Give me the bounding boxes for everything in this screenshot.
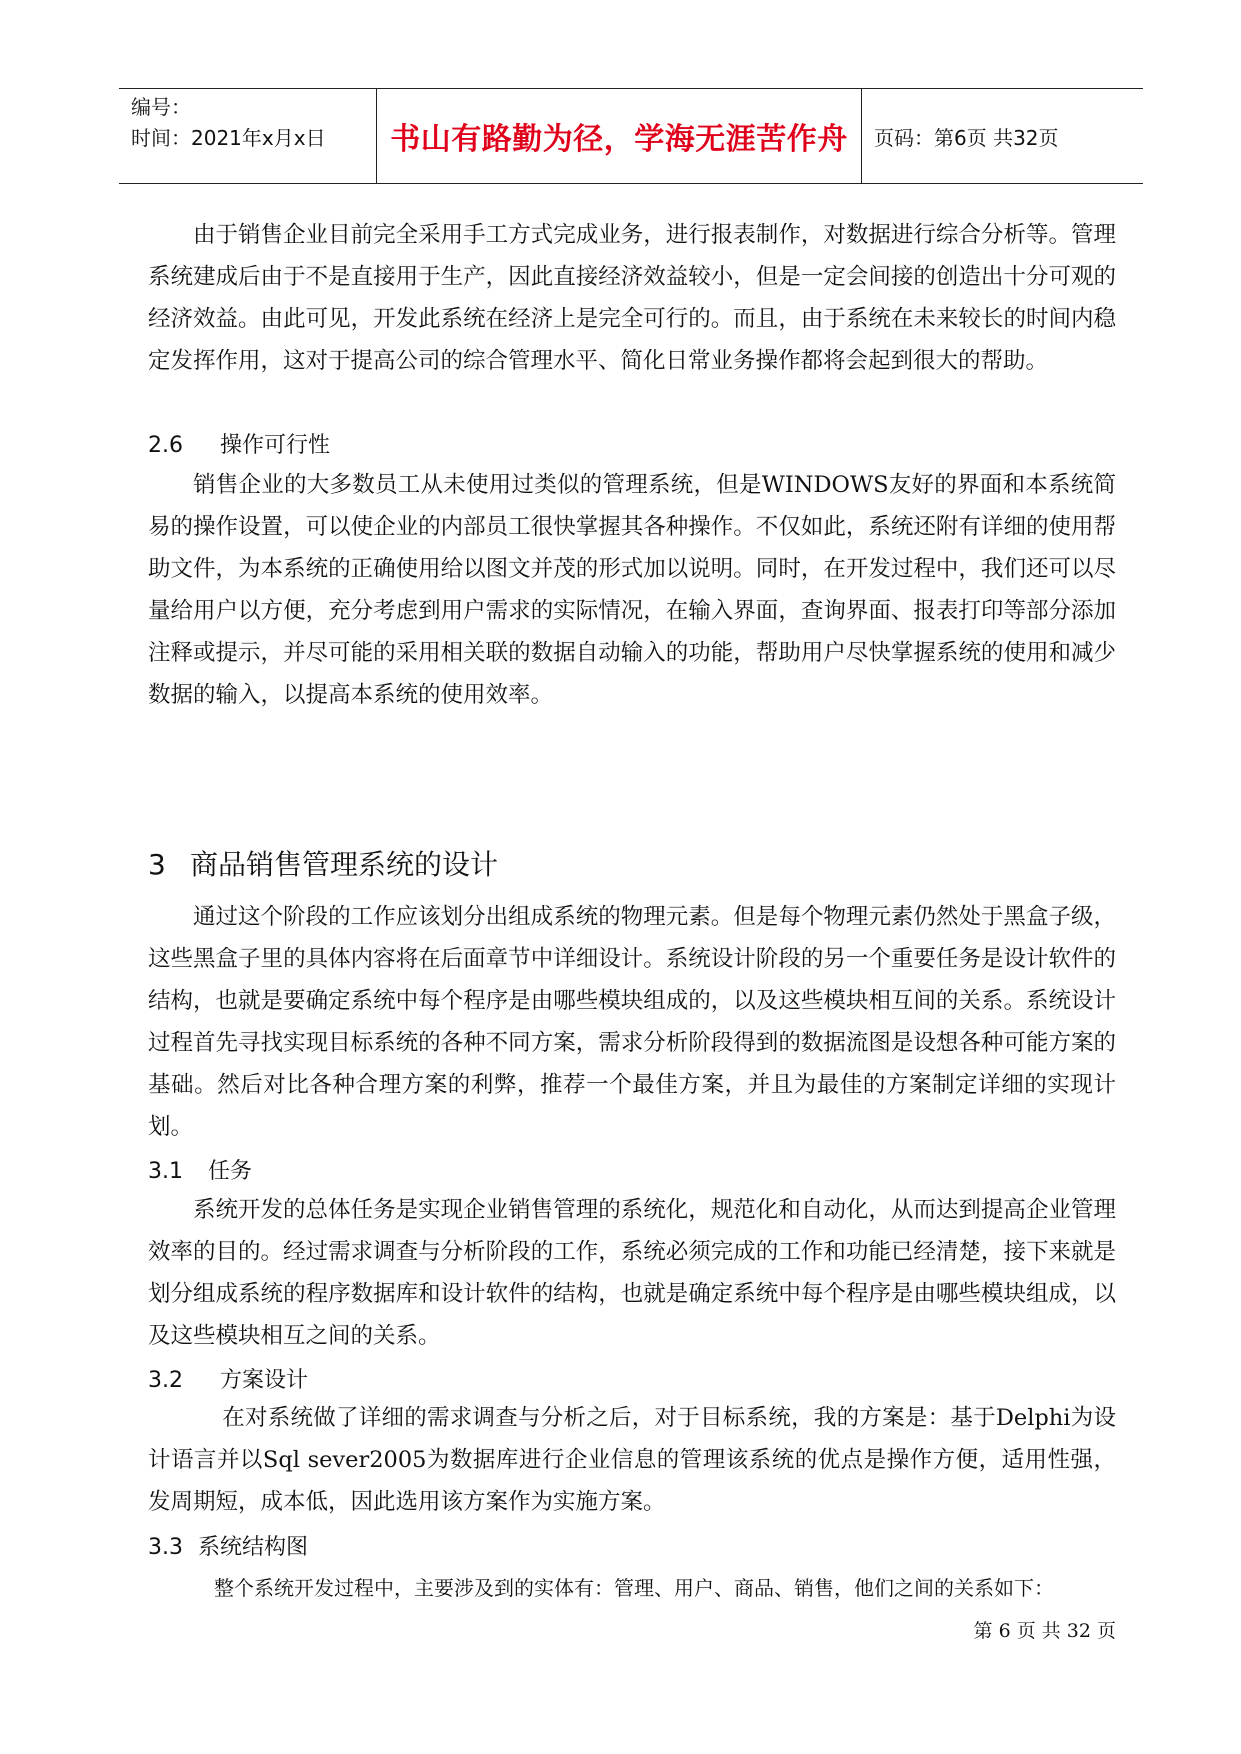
header-time: 时间：2021年x月x日	[131, 126, 326, 150]
header-number: 编号：	[131, 95, 191, 119]
chapter-heading-3	[148, 843, 498, 883]
chapter-title: 商品销售管理系统的设计	[190, 848, 499, 881]
paragraph: 系统开发的总体任务是实现企业销售管理的系统化，规范化和自动化，从而达到提高企业管理效率的目的。经过需求调查与分析阶段的工作，系统必须完成的工作和功能已经清楚，接下来就是划分组成系统的程序数据库和设计软件的结构，也就是确定系统中每个程序是由哪些模块组成，以及这些模块相互之间的关系。	[148, 1197, 1116, 1349]
paragraph: 在对系统做了详细的需求调查与分析之后，对于目标系统，我的方案是：基于Delphi为设计语言并以Sql sever2005为数据库进行企业信息的管理该系统的优点是操作方便，适用性强，发周期短，成本低，因此选用该方案作为实施方案。	[148, 1405, 1116, 1515]
section-number: 2.6	[148, 433, 183, 458]
section-title: 系统结构图	[198, 1535, 309, 1560]
section-number: 3.1	[148, 1159, 183, 1184]
paragraph: 由于销售企业目前完全采用手工方式完成业务，进行报表制作，对数据进行综合分析等。管理系统建成后由于不是直接用于生产，因此直接经济效益较小，但是一定会间接的创造出十分可观的经济效益。由此可见，开发此系统在经济上是完全可行的。而且，由于系统在未来较长的时间内稳定发挥作用，这对于提高公司的综合管理水平、简化日常业务操作都将会起到很大的帮助。	[148, 222, 1116, 374]
section-title: 任务	[208, 1159, 253, 1184]
header-motto: 书山有路勤为径，学海无涯苦作舟	[377, 89, 862, 183]
section-heading-3-2	[148, 1363, 308, 1394]
paragraph: 通过这个阶段的工作应该划分出组成系统的物理元素。但是每个物理元素仍然处于黑盒子级，这些黑盒子里的具体内容将在后面章节中详细设计。系统设计阶段的另一个重要任务是设计软件的结构，也就是要确定系统中每个程序是由哪些模块组成的，以及这些模块相互间的关系。系统设计过程首先寻找实现目标系统的各种不同方案，需求分析阶段得到的数据流图是设想各种可能方案的基础。然后对比各种合理方案的利弊，推荐一个最佳方案，并且为最佳的方案制定详细的实现计划。	[148, 904, 1116, 1140]
section-title: 操作可行性	[220, 433, 331, 458]
section-number: 3.2	[148, 1368, 183, 1393]
header-info	[119, 89, 377, 183]
page-footer: 第 6 页 共 32 页	[973, 1620, 1116, 1642]
header-page-number: 页码：第6页 共32页	[874, 125, 1059, 150]
chapter-number: 3	[148, 848, 166, 881]
paragraph: 销售企业的大多数员工从未使用过类似的管理系统，但是WINDOWS友好的界面和本系统简易的操作设置，可以使企业的内部员工很快掌握其各种操作。不仅如此，系统还附有详细的使用帮助文件，为本系统的正确使用给以图文并茂的形式加以说明。同时，在开发过程中，我们还可以尽量给用户以方便，充分考虑到用户需求的实际情况，在输入界面，查询界面、报表打印等部分添加注释或提示，并尽可能的采用相关联的数据自动输入的功能，帮助用户尽快掌握系统的使用和减少数据的输入，以提高本系统的使用效率。	[148, 472, 1116, 708]
section-title: 方案设计	[220, 1368, 309, 1393]
section-heading-3-3	[148, 1530, 308, 1561]
section-number: 3.3	[148, 1535, 183, 1560]
section-heading-2-6	[148, 428, 330, 459]
paragraph: 整个系统开发过程中，主要涉及到的实体有：管理、用户、商品、销售，他们之间的关系如下：	[214, 1576, 1054, 1600]
page-header	[119, 88, 1143, 184]
section-heading-3-1	[148, 1154, 252, 1185]
